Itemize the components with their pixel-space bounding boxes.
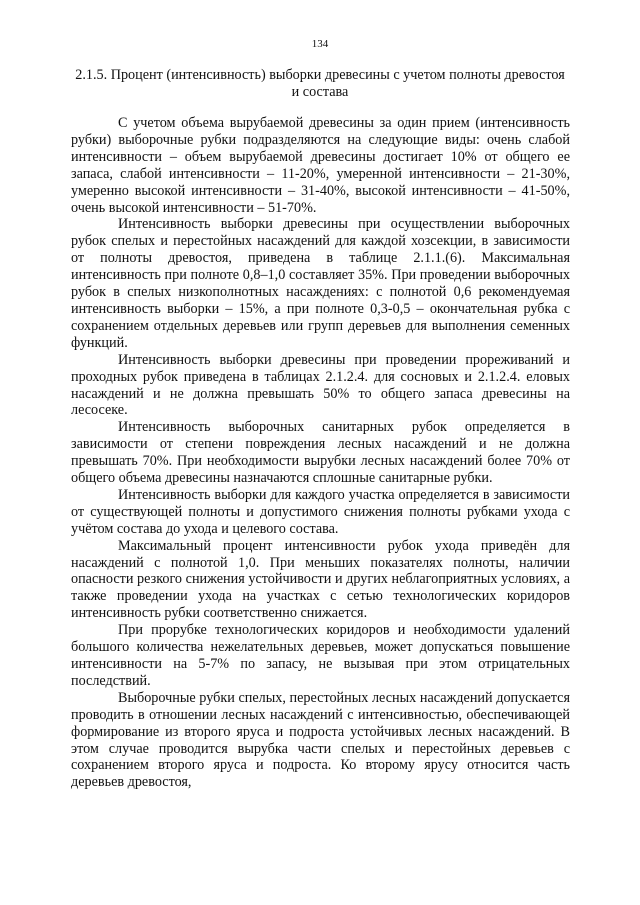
paragraph: Интенсивность выборки древесины при осуществлении выборочных рубок спелых и перестойных насаждений для каждой хозсекции, в зависимости от полноты древостоя, приведена в таблице 2.1.1.(6). Максимальная интенсивность при полноте 0,8–1,0 составляет 35%. При проведении выборочных рубок в спелых низкополнотных насаждениях: с полнотой 0,6 рекомендуемая интенсивность выборки – 15%, а при полноте 0,3-0,5 – окончательная рубка с сохранением отдельных деревьев или групп деревьев для выполнения семенных функций. bbox=[71, 216, 570, 351]
page-number: 134 bbox=[311, 38, 329, 50]
paragraph: При прорубке технологических коридоров и необходимости удалений большого количества нежелательных деревьев, может допускаться повышение интенсивности на 5-7% по запасу, не вызывая при этом отрицательных последствий. bbox=[71, 622, 570, 689]
paragraph: Интенсивность выборки древесины при проведении прореживаний и проходных рубок приведена в таблицах 2.1.2.4. для сосновых и 2.1.2.4. еловых насаждений и не должна превышать 50% то общего запаса древесины на лесосеке. bbox=[71, 351, 570, 419]
paragraph: Интенсивность выборочных санитарных рубок определяется в зависимости от степени повреждения лесных насаждений и не должна превышать 70%. При необходимости вырубки лесных насаждений более 70% от общего объема древесины назначаются сплошные санитарные рубки. bbox=[71, 419, 570, 487]
body-text bbox=[71, 115, 570, 791]
section-heading: 2.1.5. Процент (интенсивность) выборки древесины с учетом полноты древостоя и состава bbox=[75, 67, 565, 100]
paragraph: Интенсивность выборки для каждого участка определяется в зависимости от существующей полноты и допустимого снижения полноты рубками ухода с учётом состава до ухода и целевого состава. bbox=[71, 486, 570, 537]
paragraph: Выборочные рубки спелых, перестойных лесных насаждений допускается проводить в отношении лесных насаждений с интенсивностью, обеспечивающей формирование из второго яруса и подроста устойчивых лесных насаждений. В этом случае проводится вырубка части спелых и перестойных деревьев с сохранением второго яруса и подроста. Ко второму ярусу относится часть деревьев древостоя, bbox=[71, 689, 570, 791]
paragraph: С учетом объема вырубаемой древесины за один прием (интенсивность рубки) выборочные рубки подразделяются на следующие виды: очень слабой интенсивности – объем вырубаемой древесины достигает 10% от общего ее запаса, слабой интенсивности – 11-20%, умеренной интенсивности – 21-30%, умеренно высокой интенсивности – 31-40%, высокой интенсивности – 41-50%, очень высокой интенсивности – 51-70%. bbox=[71, 115, 570, 216]
paragraph: Максимальный процент интенсивности рубок ухода приведён для насаждений с полнотой 1,0. При меньших показателях полноты, наличии опасности резкого снижения устойчивости и других неблагоприятных условиях, а также проведении ухода на участках с сетью технологических коридоров интенсивность рубки соответственно снижается. bbox=[71, 537, 570, 622]
